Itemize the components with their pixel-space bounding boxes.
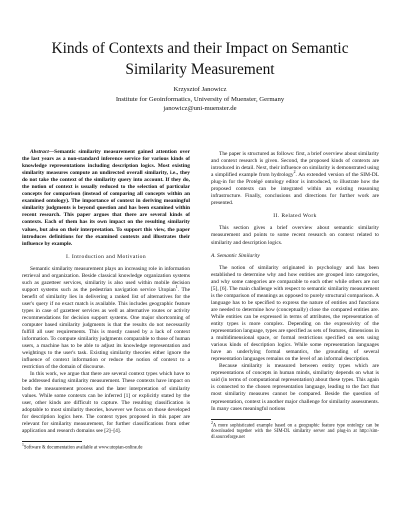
abstract [22,149,190,248]
footnote-1-marker: 1 [22,442,24,447]
abstract-label: Abstract [30,149,49,155]
footnote-2 [211,420,379,442]
footnote-divider [22,441,82,442]
footnote-divider-right [211,419,271,420]
title-line-2: Similarity Measurement [125,61,275,78]
footnote-1 [22,442,190,452]
footnote-marker-2: 2 [293,170,296,175]
abstract-text: —Semantic similarity measurement gained attention over the last years as a non-standard inference service for various kinds of knowledge representations including description logics. Most existing similarity measures compute an undirected overall similarity, i.e., they do not take the context of the similarity query into account. If they do, the notion of context is usually reduced to the selection of particular concepts for comparison (instead of comparing all concepts within an examined ontology). The importance of context in deriving meaningful similarity judgments is beyond question and has been examined within recent research. This paper argues that there are several kinds of contexts. Each of them has its own impact on the resulting similarity values, but also on their interpretation. To support this view, the paper introduces definitions for the examined contexts and illustrates their influence by example. [22,149,190,247]
footnote-marker-1: 1 [175,285,178,290]
author-email: janowicz@uni-muenster.de [163,105,237,112]
paper-title [20,38,380,80]
subsection-heading-semantic-similarity: A. Semantic Similarity [211,252,260,259]
footnote-2-marker: 2 [211,420,213,425]
author-block [40,85,360,114]
intro-paragraph-1 [22,266,190,372]
author-affiliation: Institute for Geoinformatics, University of Muenster, Germany [115,95,285,103]
author-name: Krzysztof Janowicz [173,86,227,93]
intro-paragraph-2: In this work, we argue that there are several context types which have to be addressed during similarity measurement. These contexts have impact on both the measurement process and the later interpretation of similarity values. While some contexts can be inferred [1] or explicitly stated by the user, other kinds are difficult to capture. The resulting classification is adoptable to most similarity theories, however we focus on those developed for description logics here. The context types proposed in this paper are relevant for similarity measurement, for further classifications from other application and research domains see [2]–[4]. [22,371,190,434]
left-column [22,149,190,451]
intro-p1-text: Semantic similarity measurement plays an increasing role in information retrieval and organization. Beside classical knowledge organization systems such as gazetteer services, similarity is also used within mobile decision support systems such as the pedestrian navigation service Utopian [22,265,190,293]
structure-text: The paper is structured as follows: first, a brief overview about similarity and context research is given. Second, the proposed kinds of contexts are introduced in detail. Next, their influence on similarity is demonstrated using a simplified example from hydrology [211,151,379,179]
section-heading-introduction: I. Introduction and Motivation [65,253,147,260]
footnote-1-text: Software & documentation available at www.utopian-online.de [23,445,143,451]
section-heading-related-work: II. Related Work [273,213,317,220]
similarity-paragraph-1: The notion of similarity originated in psychology and has been established to determine why and how entities are grouped into categories, and why some categories are comparable to each other while others are not [5], [6]. The main challenge with respect to semantic similarity measurement is the comparison of meanings as opposed to purely structural comparison. A language has to be specified to express the nature of entities and functions are needed to determine how (conceptually) close the compared entities are. While entities can be expressed in terms of attributes, the representation of entity types is more complex. Depending on the expressivity of the representation language, types are specified as sets of features, dimensions in a multidimensional space, or formal restrictions specified on sets using various kinds of description logics. While some representation languages have an underlying formal semantics, the grounding of several representation languages remains on the level of an informal description. [211,264,379,363]
structure-paragraph [211,151,379,207]
title-line-1: Kinds of Contexts and their Impact on Semantic [51,40,349,57]
footnote-2-text: A more sophisticated example based on a geographic feature type ontology can be downloaded together with the SIM-DL similarity server and plug-in at http://sim-dl.sourceforge.net [211,423,379,441]
intro-p1-rest: . The benefit of similarity lies in delivering a ranked list of alternatives for the user's query if no exact match is available. This includes geographic feature types in case of gazetteer services as well as alternative routes or activity recommendations for decision support systems. One major shortcoming of computer based similarity judgments is that the results do not necessarily fulfill all user requirements. This is mostly caused by a lack of context information. To compute similarity judgments comparable to those of human users, a machine has to be able to adjust its knowledge representation and weightings to the user's task. Existing similarity theories either ignore the influence of context information or reduce the notion of context to a restriction of the domain of discourse. [22,286,190,371]
similarity-paragraph-2: Because similarity is measured between entity types which are representations of concepts in human minds, similarity depends on what is said (in terms of computational representation) about these types. This again is connected to the chosen representation language, leading to the fact that most similarity measures cannot be compared. Beside the question of representation, context is another major challenge for similarity assessments. In many cases meaningful notions [211,363,379,412]
related-paragraph: This section gives a brief overview about semantic similarity measurement and points to some recent research on context related to similarity and description logics. [211,225,379,246]
structure-rest: . An extended version of the SIM-DL plug-in for the Protégé ontology editor is introduced, to illustrate how the proposed contexts can be integrated within an existing reasoning infrastructure. Finally, conclusions and directions for further work are presented. [211,172,379,207]
right-column [211,151,379,441]
